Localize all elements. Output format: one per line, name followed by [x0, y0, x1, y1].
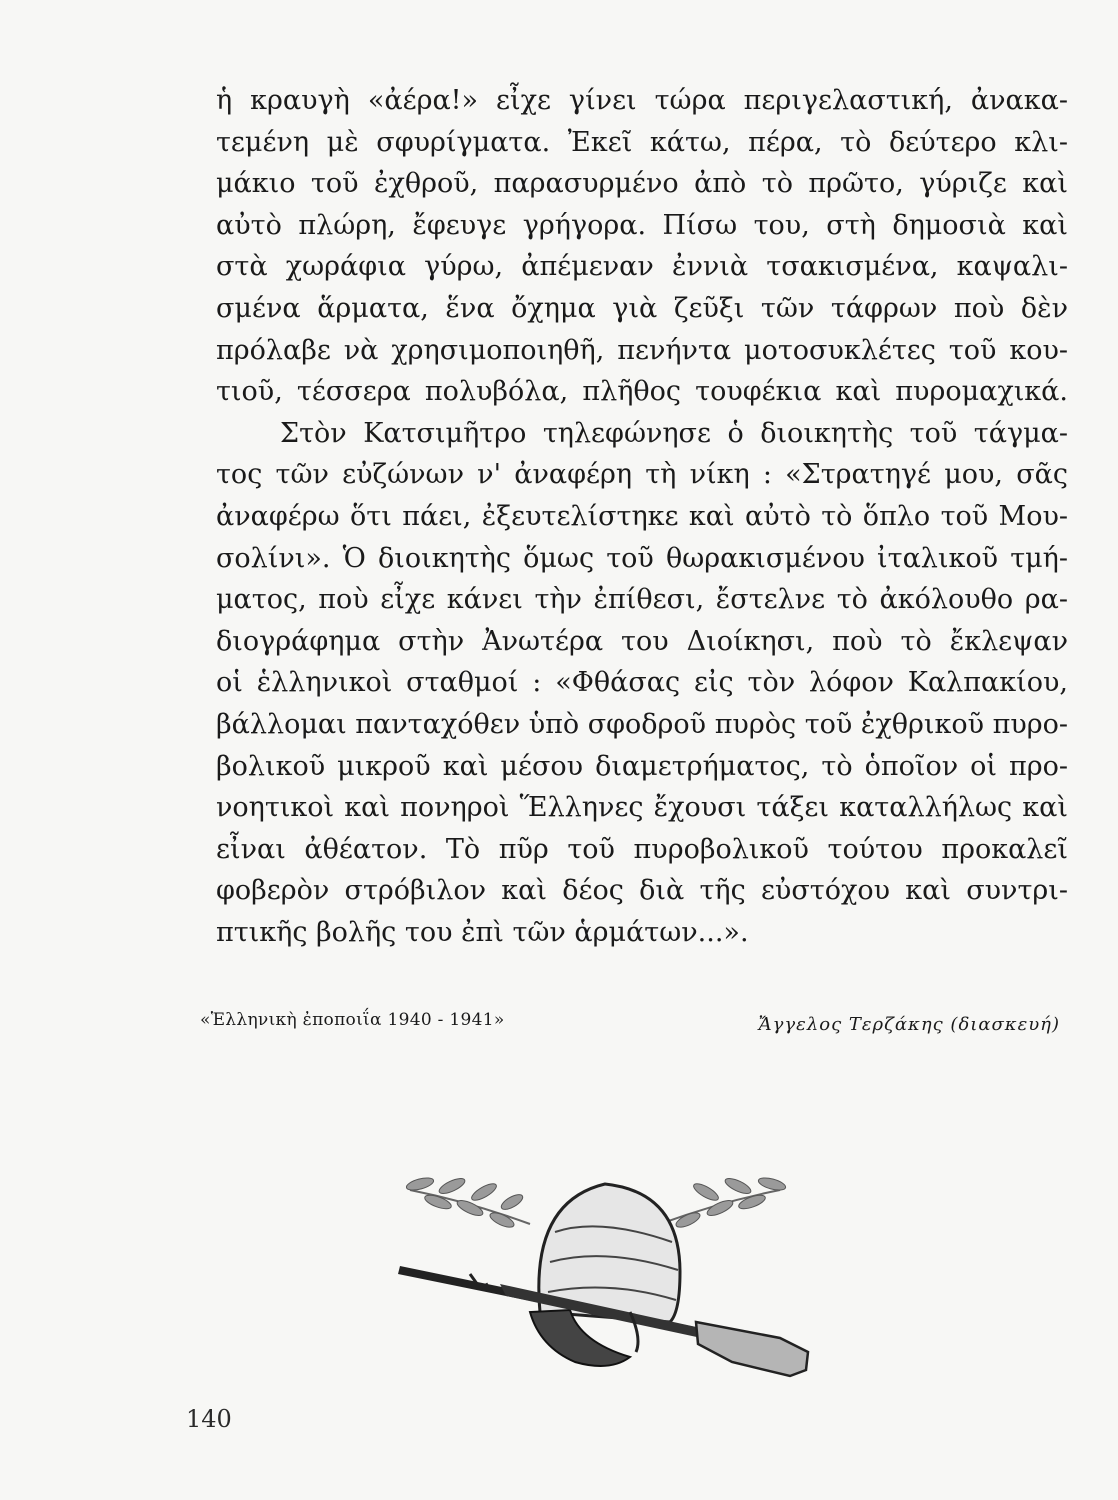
paragraph-1	[216, 80, 1068, 413]
helmet-rifle-illustration	[380, 1162, 810, 1384]
text-line: ματος, ποὺ εἶχε κάνει τὴν ἐπίθεσι, ἔστελνε τὸ ἀκόλουθο ρα-	[216, 584, 1068, 616]
author-credit: Ἄγγελος Τερζάκης (διασκευή)	[758, 1014, 1060, 1035]
text-line: σμένα ἅρματα, ἕνα ὄχημα γιὰ ζεῦξι τῶν τάφρων ποὺ δὲν	[216, 292, 1068, 324]
text-line: οἱ ἑλληνικοὶ σταθμοί : «Φθάσας εἰς τὸν λόφον Καλπακίου,	[216, 667, 1068, 699]
body-text	[216, 80, 1068, 953]
helmet-icon	[530, 1184, 680, 1366]
text-line: πρόλαβε νὰ χρησιμοποιηθῆ, πενήντα μοτοσυκλέτες τοῦ κου-	[216, 334, 1068, 366]
text-line: τεμένη μὲ σφυρίγματα. Ἐκεῖ κάτω, πέρα, τὸ δεύτερο κλι-	[216, 126, 1068, 158]
text-line: φοβερὸν στρόβιλον καὶ δέος διὰ τῆς εὐστόχου καὶ συντρι-	[216, 875, 1068, 907]
text-line: εἶναι ἀθέατον. Τὸ πῦρ τοῦ πυροβολικοῦ τούτου προκαλεῖ	[216, 833, 1068, 865]
text-line: πτικῆς βολῆς του ἐπὶ τῶν ἁρμάτων...».	[216, 916, 749, 948]
text-line: ἀναφέρω ὅτι πάει, ἐξευτελίστηκε καὶ αὐτὸ τὸ ὅπλο τοῦ Μου-	[216, 500, 1068, 532]
laurel-branch-left-icon	[405, 1176, 530, 1230]
source-citation: «Ἑλληνικὴ ἐποποιΐα 1940 - 1941»	[200, 1010, 505, 1030]
text-line: Στὸν Κατσιμῆτρο τηλεφώνησε ὁ διοικητὴς τοῦ τάγμα-	[280, 417, 1068, 449]
text-line: βάλλομαι πανταχόθεν ὑπὸ σφοδροῦ πυρὸς τοῦ ἐχθρικοῦ πυρο-	[216, 708, 1068, 740]
attribution	[200, 1010, 1060, 1050]
text-line: σολίνι». Ὁ διοικητὴς ὅμως τοῦ θωρακισμένου ἰταλικοῦ τμή-	[216, 542, 1068, 574]
text-line: νοητικοὶ καὶ πονηροὶ Ἕλληνες ἔχουσι τάξει καταλλήλως καὶ	[216, 792, 1068, 824]
text-line: διογράφημα στὴν Ἀνωτέρα του Διοίκησι, ποὺ τὸ ἔκλεψαν	[216, 625, 1068, 657]
text-line: τος τῶν εὐζώνων ν' ἀναφέρη τὴ νίκη : «Στρατηγέ μου, σᾶς	[216, 459, 1068, 491]
page-number: 140	[186, 1405, 232, 1433]
text-line: ἡ κραυγὴ «ἀέρα!» εἶχε γίνει τώρα περιγελαστική, ἀνακα-	[216, 85, 1068, 116]
text-line: αὐτὸ πλώρη, ἔφευγε γρήγορα. Πίσω του, στὴ δημοσιὰ καὶ	[216, 209, 1068, 241]
laurel-branch-right-icon	[660, 1176, 787, 1230]
text-line: στὰ χωράφια γύρω, ἀπέμεναν ἐννιὰ τσακισμένα, καψαλι-	[216, 251, 1068, 283]
text-line: μάκιο τοῦ ἐχθροῦ, παρασυρμένο ἀπὸ τὸ πρῶτο, γύριζε καὶ	[216, 168, 1068, 200]
text-line: βολικοῦ μικροῦ καὶ μέσου διαμετρήματος, τὸ ὁποῖον οἱ προ-	[216, 750, 1068, 782]
text-line: τιοῦ, τέσσερα πολυβόλα, πλῆθος τουφέκια καὶ πυρομαχικά.	[216, 376, 1068, 408]
paragraph-2	[216, 413, 1068, 954]
